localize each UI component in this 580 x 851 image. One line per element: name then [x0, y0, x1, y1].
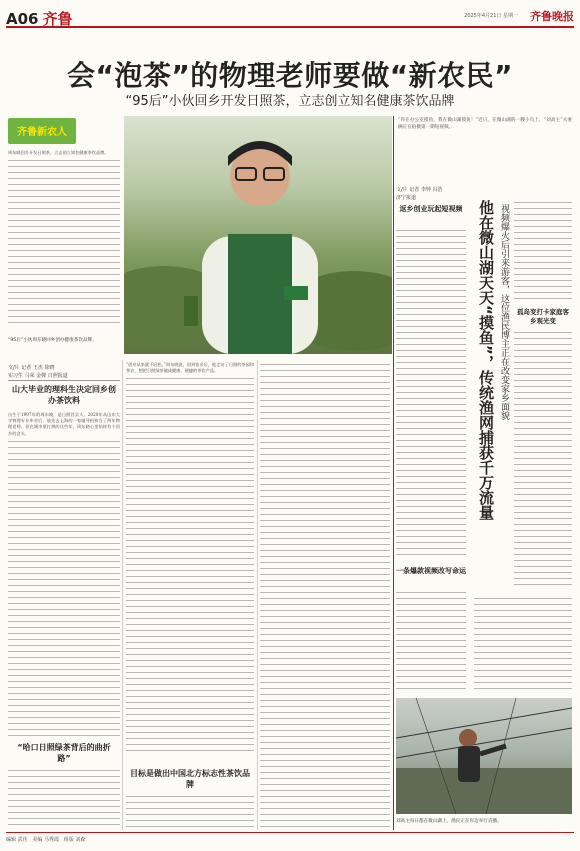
- right-subhead-1: 返乡创业玩起短视频: [399, 205, 463, 213]
- main-headline: 会“泡茶”的物理老师要做“新农民”: [66, 59, 514, 92]
- middle-body-3: [260, 362, 390, 830]
- right-body-2: [514, 200, 572, 304]
- right-intro-text: “你在办公室摸鱼，我在微山湖摸鱼！”近日，在微山湖的一艘小鸟上，“刘高主”夫妻俩正在拍摄第一期短视频。: [398, 118, 572, 130]
- right-vertical-headline: 他在微山湖天天“摸鱼”，传统渔网捕获千万流量: [477, 200, 495, 520]
- brand-logo: 齐鲁晚报: [530, 10, 574, 23]
- right-body-1: [396, 228, 466, 558]
- left-body: [8, 412, 120, 742]
- right-dateline: 济宁报道: [396, 195, 417, 201]
- footer-credits: [6, 836, 85, 843]
- column-rule-1: [122, 360, 123, 830]
- byline-rule: [8, 380, 120, 381]
- middle-body-2: [126, 794, 254, 830]
- left-body-2: [8, 768, 120, 828]
- left-byline-2: 实习生 马荣 ⾦婵 日照报道: [8, 373, 68, 379]
- lead-text: 周东晓回乡开发日照茶，立志创立知名健康茶饮品牌。: [8, 150, 109, 155]
- right-intro: [398, 118, 572, 180]
- right-byline: 文/片 记者 李钟 冯浩: [396, 187, 443, 193]
- photo2-caption: 刘高主每日都在微山湖上，渔民正在岸边举行直播。: [396, 819, 502, 824]
- right-body-3: [514, 330, 572, 590]
- footer-rule: [6, 832, 574, 833]
- fishing-photo: [396, 698, 572, 814]
- issue-date: 2025年4月21日 星期一: [464, 13, 518, 19]
- footer-designer: 美编 马秀霞: [32, 837, 59, 843]
- page-label: [6, 8, 73, 29]
- right-body-5: [474, 596, 572, 694]
- right-body-4: [396, 590, 466, 694]
- right-subhead-3: 孤岛变打卡家庭客乡观光变: [517, 308, 569, 325]
- right-vertical-subhead: 视频爆火后引来游客，这位渔民博主正在改变家乡面貌: [499, 204, 509, 420]
- intro-text: [8, 150, 120, 330]
- left-byline-1: 文/片 记者 王杰 徐晓: [8, 365, 55, 371]
- left-body-text: 出生于1997年的周东晓，是日照莒县人，2020年从山东大学物理专业毕业后，他先去上海的一家辅导机构当了两年物理老师。但在城市里打拼的这些年，周东晓心里始终有个回乡的念头。: [8, 412, 120, 436]
- footer-proof: 组版 刘森: [63, 837, 86, 843]
- main-photo: [124, 116, 392, 354]
- fishing-illustration: [396, 698, 572, 814]
- main-subheadline: “95后”小伙回乡开发日照茶，立志创立知名健康茶饮品牌: [125, 94, 455, 109]
- page-number: A06: [6, 10, 39, 28]
- middle-body-1: [126, 362, 254, 762]
- middle-subhead: 目标是做出中国北方标志性茶饮品牌: [130, 769, 250, 789]
- footer-editor: 编辑 武佳: [6, 837, 28, 843]
- section-name: 齐鲁: [42, 10, 73, 28]
- left-subhead-2: “哈口日照绿茶背后的曲折路”: [17, 743, 111, 763]
- story-divider: [393, 116, 394, 830]
- photo-caption: “95后”小伙周东晓回乡创办健康茶饮品牌。: [8, 338, 97, 343]
- column-rule-2: [257, 360, 258, 830]
- right-subhead-2: 一条爆款视频改写命运: [396, 567, 466, 575]
- left-subhead-1: 山大毕业的理科生决定回乡创办茶饮料: [12, 385, 116, 405]
- badge-text: 齐鲁新农人: [17, 127, 67, 138]
- portrait-illustration: [124, 116, 392, 354]
- middle-body-text: “创业从来就不轻松。”周东晓说，回到家乡后，他走访了日照的茶园和茶农，想把日照绿茶做成健康、便捷的茶饮产品。: [126, 362, 254, 374]
